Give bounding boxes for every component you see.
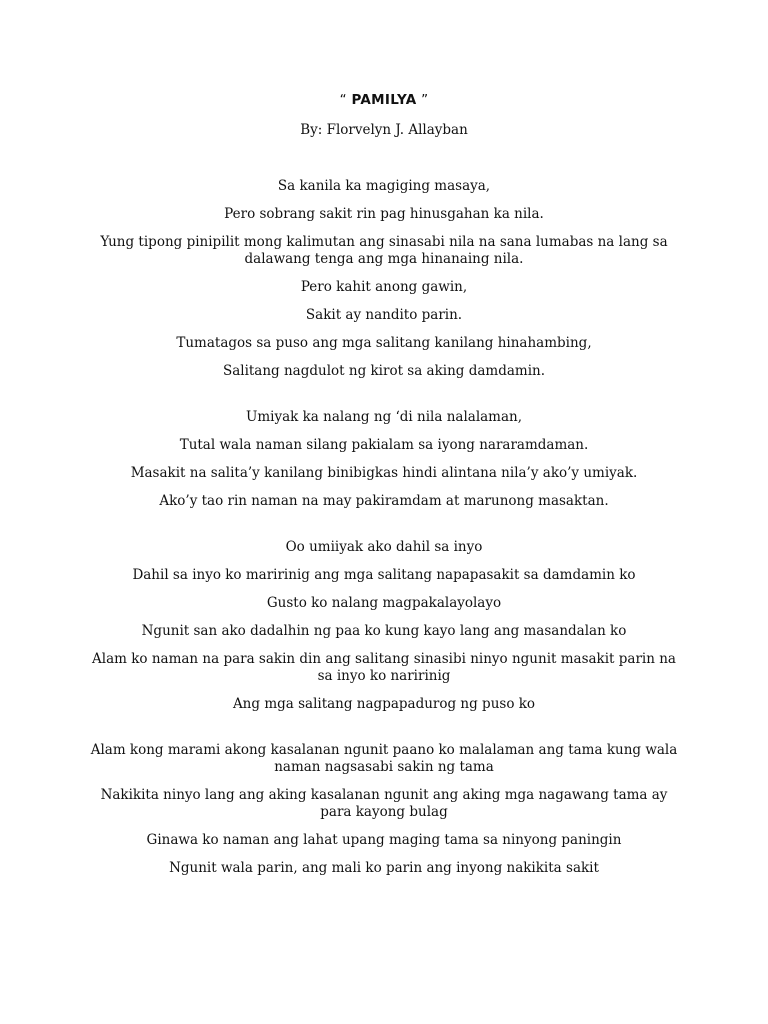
- poem-line: Dahil sa inyo ko maririnig ang mga salitang napapasakit sa damdamin ko: [132, 567, 636, 583]
- poem-line: Ang mga salitang nagpapadurog ng puso ko: [232, 696, 536, 712]
- poem-line: Gusto ko nalang magpakalayolayo: [266, 595, 502, 611]
- poem-body: [86, 178, 682, 906]
- poem-line: Sakit ay nandito parin.: [305, 307, 463, 323]
- poem-line: Tutal wala naman silang pakialam sa iyong nararamdaman.: [179, 437, 589, 453]
- poem-line: Alam ko naman na para sakin din ang salitang sinasibi ninyo ngunit masakit parin na sa inyo ko naririnig: [92, 651, 676, 684]
- poem-author: By: Florvelyn J. Allayban: [300, 122, 468, 138]
- poem-line: Umiyak ka nalang ng ‘di nila nalalaman,: [245, 409, 523, 425]
- poem-line: Salitang nagdulot ng kirot sa aking damdamin.: [222, 363, 546, 379]
- stanza: [86, 178, 682, 380]
- poem-line: Ako’y tao rin naman na may pakiramdam at marunong masaktan.: [159, 493, 609, 509]
- poem-line: Oo umiiyak ako dahil sa inyo: [285, 539, 483, 555]
- poem-line: Sa kanila ka magiging masaya,: [277, 178, 491, 194]
- title-open-quote: “: [339, 92, 352, 108]
- poem-line: Pero kahit anong gawin,: [300, 279, 468, 295]
- poem-line: Masakit na salita’y kanilang binibigkas hindi alintana nila’y ako’y umiyak.: [130, 465, 638, 481]
- poem-line: Tumatagos sa puso ang mga salitang kanilang hinahambing,: [176, 335, 592, 351]
- poem-line: Ginawa ko naman ang lahat upang maging tama sa ninyong paningin: [146, 832, 622, 848]
- poem-line: Pero sobrang sakit rin pag hinusgahan ka nila.: [224, 206, 544, 222]
- poem-line: Alam kong marami akong kasalanan ngunit paano ko malalaman ang tama kung wala naman nagsasabi sakin ng tama: [90, 742, 678, 775]
- poem-title: [0, 92, 768, 108]
- title-word: PAMILYA: [351, 92, 417, 108]
- stanza: [86, 539, 682, 713]
- poem-line: Ngunit wala parin, ang mali ko parin ang inyong nakikita sakit: [169, 860, 599, 876]
- poem-line: Ngunit san ako dadalhin ng paa ko kung kayo lang ang masandalan ko: [141, 623, 627, 639]
- title-close-quote: ”: [416, 92, 429, 108]
- stanza: [86, 409, 682, 510]
- poem-line: Nakikita ninyo lang ang aking kasalanan ngunit ang aking mga nagawang tama ay para kayong bulag: [100, 787, 668, 820]
- poem-line: Yung tipong pinipilit mong kalimutan ang sinasabi nila na sana lumabas na lang sa dalawang tenga ang mga hinanaing nila.: [100, 234, 668, 267]
- stanza: [86, 742, 682, 877]
